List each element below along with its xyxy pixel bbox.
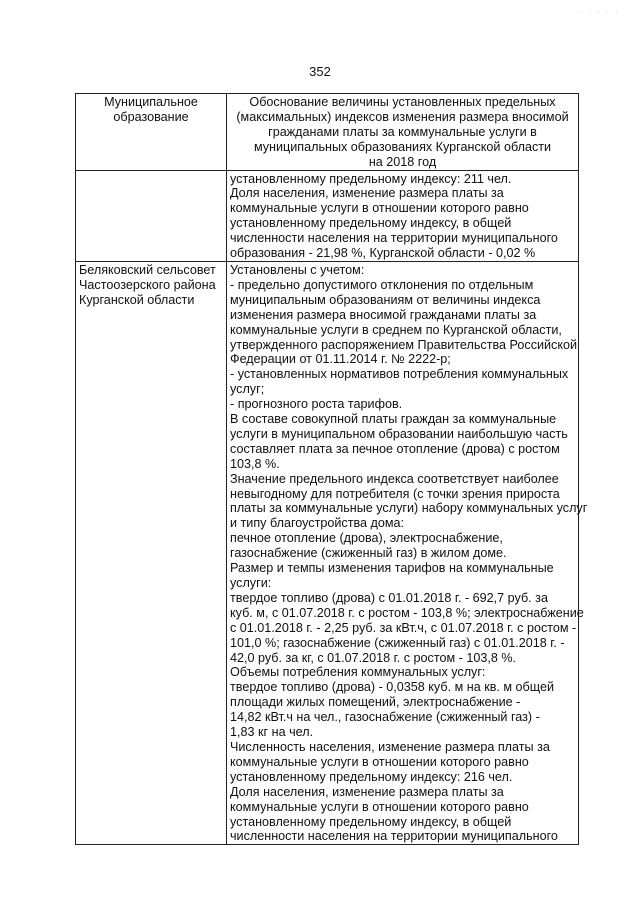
text-line: 1,83 кг на чел.: [230, 725, 314, 740]
text-line: твердое топливо (дрова) - 0,0358 куб. м на кв. м общей: [230, 680, 555, 695]
table-header-row: [76, 94, 579, 171]
header-line: муниципальных образованиях Курганской области: [253, 139, 552, 154]
text-line: Доля населения, изменение размера платы за: [230, 784, 504, 799]
text-line: 42,0 руб. за кг, с 01.07.2018 г. с ростом - 103,8 %.: [230, 650, 517, 665]
municipality-line: Беляковский сельсовет: [79, 262, 216, 277]
text-line: коммунальные услуги в отношении которого равно: [230, 754, 529, 769]
header-line: Обоснование величины установленных предельных: [249, 95, 556, 109]
text-line: коммунальные услуги в отношении которого равно: [230, 201, 529, 216]
justification-table: [75, 93, 588, 845]
text-line: услуги:: [230, 576, 272, 590]
justification-cell-continuation: [227, 170, 579, 261]
text-line: составляет плата за печное отопление (дрова) с ростом: [230, 441, 560, 456]
text-line: газоснабжение (сжиженный газ) в жилом доме.: [230, 546, 507, 561]
text-line: численности населения на территории муниципального: [230, 231, 558, 246]
header-line: Муниципальное: [104, 95, 198, 109]
text-line: платы за коммунальные услуги) набору коммунальных услуг: [230, 501, 588, 516]
municipality-line: Частоозерского района: [79, 277, 216, 292]
text-line: коммунальные услуги в среднем по Курганской области,: [230, 322, 562, 337]
header-municipality: [76, 94, 227, 171]
text-line: твердое топливо (дрова) с 01.01.2018 г. - 692,7 руб. за: [230, 590, 548, 605]
text-line: 101,0 %; газоснабжение (сжиженный газ) с 01.01.2018 г. -: [230, 635, 565, 650]
text-line: В составе совокупной платы граждан за коммунальные: [230, 412, 557, 427]
text-line: 103,8 %.: [230, 456, 280, 471]
text-line: 14,82 кВт.ч на чел., газоснабжение (сжиженный газ) -: [230, 710, 540, 725]
header-line: гражданами платы за коммунальные услуги в: [268, 124, 537, 139]
table-row-belyakovsky: [76, 261, 579, 844]
text-line: установленному предельному индексу: 216 чел.: [230, 769, 513, 784]
header-line: (максимальных) индексов изменения размера вносимой: [236, 109, 569, 124]
text-line: - предельно допустимого отклонения по отдельным: [230, 277, 534, 292]
text-line: Объемы потребления коммунальных услуг:: [230, 665, 486, 680]
municipality-line: Курганской области: [79, 292, 195, 307]
text-line: - прогнозного роста тарифов.: [230, 397, 403, 412]
text-line: невыгодному для потребителя (с точки зрения прироста: [230, 486, 560, 501]
text-line: муниципальным образованиям от величины индекса: [230, 292, 541, 307]
text-line: изменения размера вносимой гражданами платы за: [230, 307, 537, 322]
header-justification: [227, 94, 579, 171]
text-line: Федерации от 01.11.2014 г. № 2222-р;: [230, 352, 451, 367]
municipality-cell: [76, 261, 227, 844]
text-line: услуг;: [230, 382, 265, 397]
text-line: установленному предельному индексу, в общей: [230, 814, 512, 829]
text-line: Доля населения, изменение размера платы за: [230, 186, 504, 201]
text-line: Установлены с учетом:: [230, 262, 365, 277]
page-number: 352: [309, 64, 331, 79]
header-line: образование: [113, 109, 189, 124]
header-line: на 2018 год: [368, 154, 437, 169]
text-line: Размер и темпы изменения тарифов на коммунальные: [230, 561, 554, 576]
text-line: - установленных нормативов потребления коммунальных: [230, 367, 569, 382]
text-line: куб. м, с 01.07.2018 г. с ростом - 103,8 %; электроснабжение: [230, 605, 584, 620]
text-line: Значение предельного индекса соответствует наиболее: [230, 471, 559, 486]
text-line: коммунальные услуги в отношении которого равно: [230, 799, 529, 814]
table-row-continuation: [76, 170, 579, 261]
text-line: печное отопление (дрова), электроснабжение,: [230, 531, 503, 546]
text-line: Численность населения, изменение размера платы за: [230, 739, 550, 754]
text-line: численности населения на территории муниципального: [230, 829, 558, 844]
text-line: с 01.01.2018 г. - 2,25 руб. за кВт.ч, с 01.07.2018 г. с ростом -: [230, 620, 577, 635]
municipality-cell-empty: [76, 170, 227, 261]
text-line: площади жилых помещений, электроснабжение -: [230, 695, 521, 710]
text-line: образования - 21,98 %, Курганской области - 0,02 %: [230, 246, 536, 261]
text-line: услуги в муниципальном образовании наибольшую часть: [230, 426, 568, 441]
text-line: установленному предельному индексу: 211 чел.: [230, 171, 512, 186]
text-line: утвержденного распоряжением Правительства Российской: [230, 337, 578, 352]
scan-artifact-marks: · · · · ·: [579, 8, 620, 17]
text-line: и типу благоустройства дома:: [230, 516, 405, 531]
justification-cell: [227, 261, 588, 844]
text-line: установленному предельному индексу, в общей: [230, 216, 512, 231]
